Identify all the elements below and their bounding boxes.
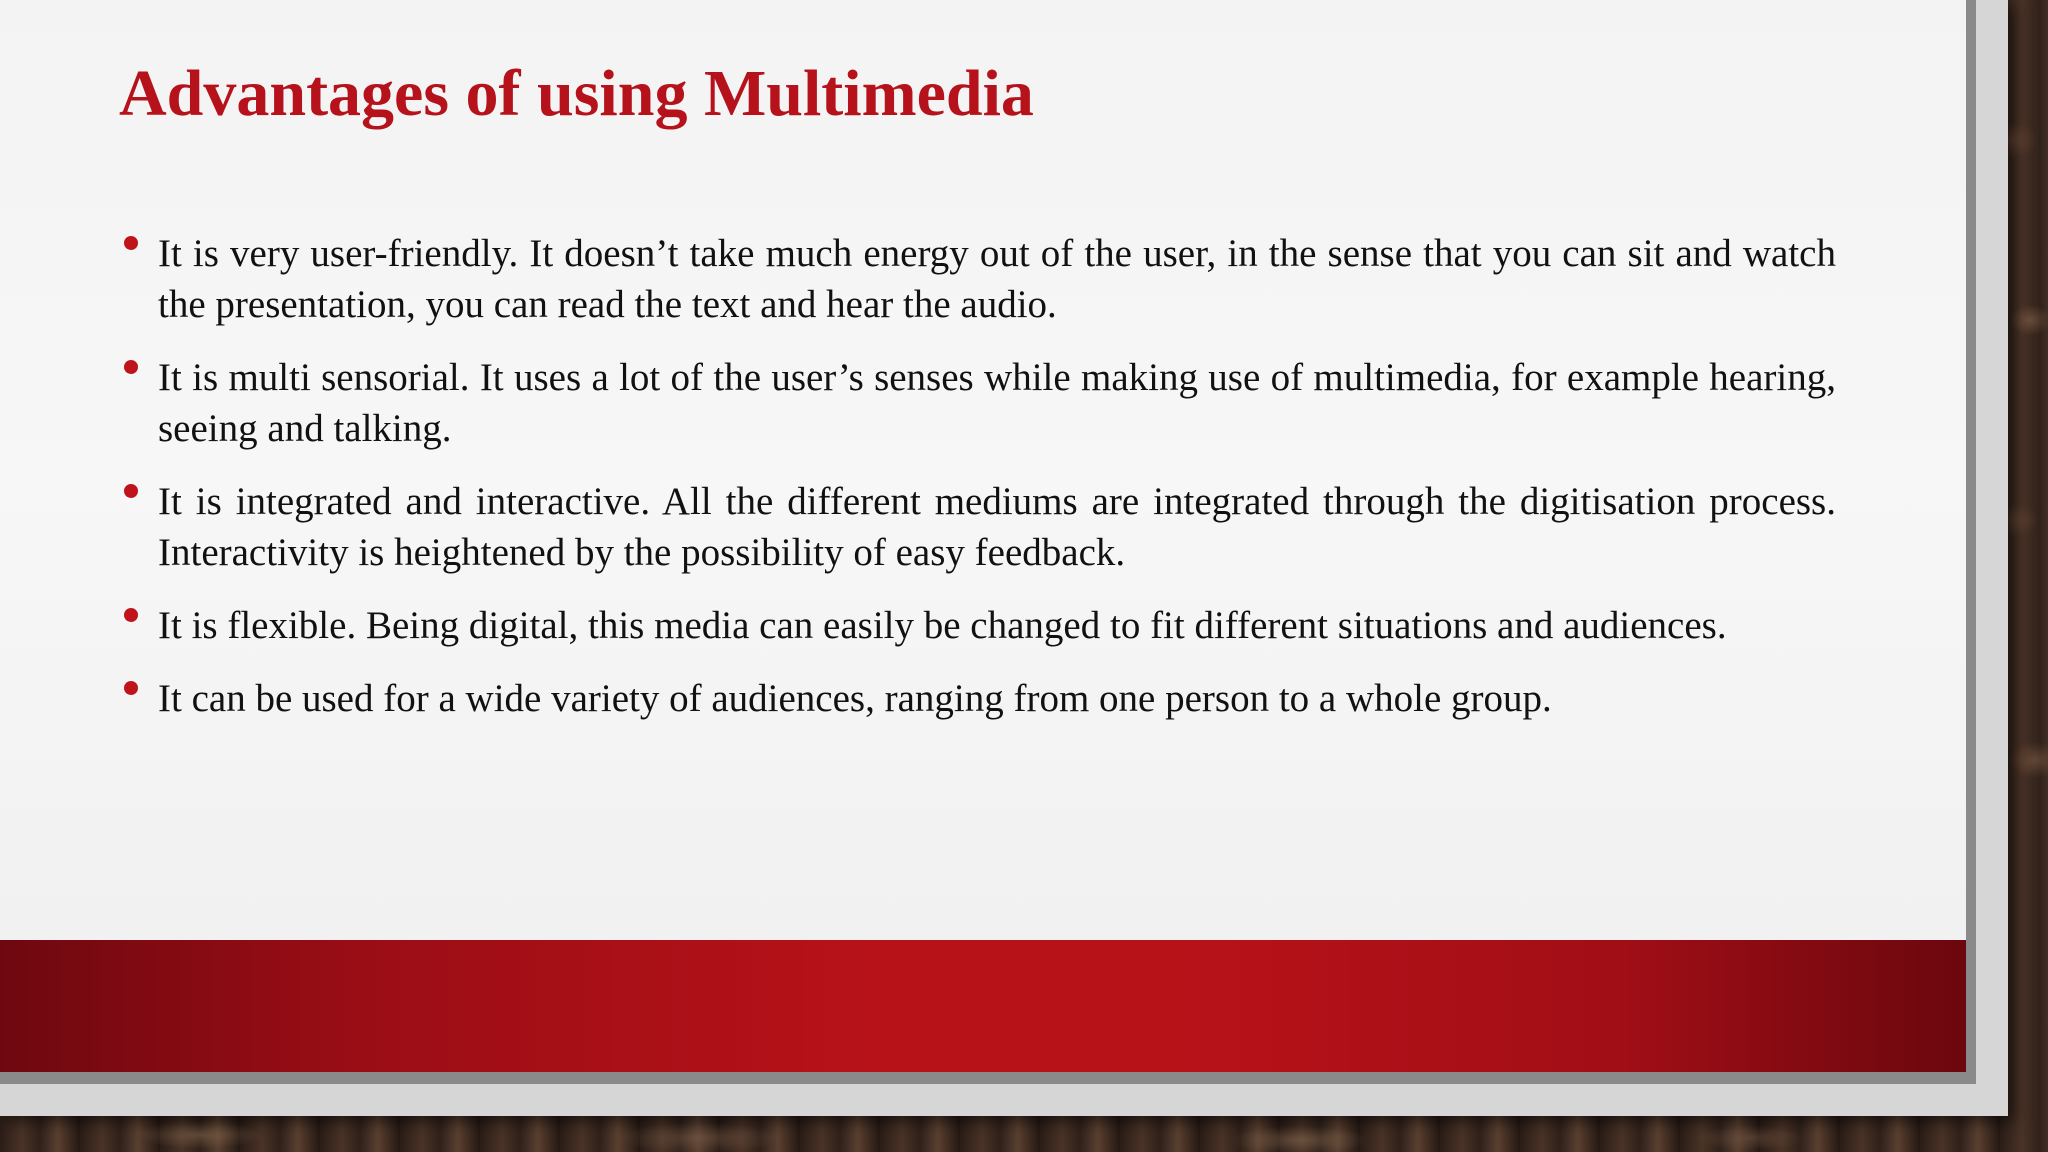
bullet-text: It is very user-friendly. It doesn’t take much energy out of the user, in the sense that you can sit and watch the presentation, you can read the text and hear the audio. — [158, 232, 1836, 326]
slide-title: Advantages of using Multimedia — [119, 57, 1034, 130]
bullet-item — [118, 600, 1836, 651]
bullet-item — [118, 228, 1836, 330]
bullet-item — [118, 352, 1836, 454]
bullet-text: It is integrated and interactive. All the different mediums are integrated through the digitisation process. Interactivity is heightened by the possibility of easy feedback. — [158, 480, 1836, 574]
bullet-dot-icon — [124, 360, 138, 374]
bullet-item — [118, 673, 1836, 724]
bullet-text: It is multi sensorial. It uses a lot of the user’s senses while making use of multimedia, for example hearing, seeing and talking. — [158, 356, 1836, 450]
bullet-text: It can be used for a wide variety of audiences, ranging from one person to a whole group. — [158, 677, 1552, 720]
footer-red-band — [0, 940, 1966, 1072]
bullet-text: It is flexible. Being digital, this media can easily be changed to fit different situations and audiences. — [158, 604, 1727, 647]
bullet-dot-icon — [124, 236, 138, 250]
bullet-item — [118, 476, 1836, 578]
bullet-dot-icon — [124, 484, 138, 498]
bullet-dot-icon — [124, 608, 138, 622]
bullet-list — [118, 228, 1836, 746]
bullet-dot-icon — [124, 681, 138, 695]
